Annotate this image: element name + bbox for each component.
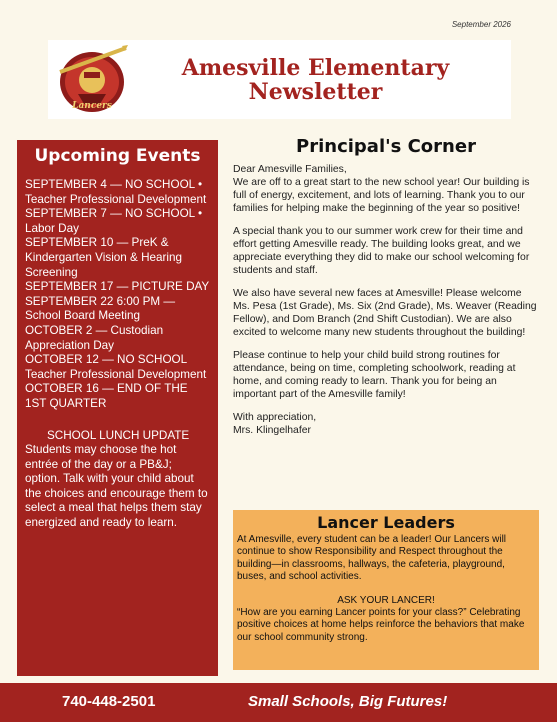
- events-list: [25, 178, 210, 412]
- newsletter-header: [48, 40, 511, 119]
- school-slogan: Small Schools, Big Futures!: [248, 693, 448, 710]
- lunch-update: [25, 429, 210, 531]
- lunch-update-text: Students may choose the hot entrée of the day or a PB&J; option. Talk with your child about the choices and encourage them to select a meal that helps them stay energized and ready to learn.: [25, 443, 208, 530]
- principals-corner: [233, 136, 539, 437]
- letter-paragraph: We are off to a great start to the new school year! Our building is full of energy, excitement, and lots of learning. Thank you to our families for helping make the beginning of the year so positive!: [233, 177, 530, 214]
- event-item: OCTOBER 2 — Custodian Appreciation Day: [25, 323, 164, 352]
- lancer-logo: [56, 42, 128, 116]
- letter-greeting: Dear Amesville Families,: [233, 164, 347, 175]
- principals-corner-heading: Principal's Corner: [296, 136, 476, 157]
- principal-letter: [233, 163, 539, 437]
- letter-paragraph: A special thank you to our summer work crew for their time and effort getting Amesville ready. The building looks great, and we appreciate everything they did to make our school welcoming for students and staff.: [233, 226, 530, 276]
- letter-paragraph: We also have several new faces at Amesville! Please welcome Ms. Pesa (1st Grade), Ms. Six (2nd Grade), Ms. Weaver (Reading Fellow), and Dom Branch (2nd Shift Custodian). We are also excited to welcome many new students throughout the building!: [233, 288, 537, 338]
- event-item: SEPTEMBER 17 — PICTURE DAY: [25, 280, 210, 294]
- event-item: OCTOBER 12 — NO SCHOOL Teacher Professional Development: [25, 353, 207, 381]
- lancer-points-text: “How are you earning Lancer points for your class?” Celebrating positive choices at home helps reinforce the behaviors that make our school community strong.: [237, 607, 525, 643]
- footer-bar: [0, 683, 557, 722]
- event-item: OCTOBER 16 — END OF THE 1ST QUARTER: [25, 382, 188, 410]
- phone-number: 740-448-2501: [62, 693, 156, 710]
- svg-text:Lancers: Lancers: [72, 101, 112, 111]
- newsletter-date: September 2026: [451, 20, 511, 29]
- letter-closing: With appreciation,: [233, 412, 317, 423]
- lancer-leaders-text: At Amesville, every student can be a leader! Our Lancers will continue to show Responsibility and Respect throughout the building—in classrooms, hallways, the cafeteria, playground, buses, and school activities.: [237, 534, 507, 583]
- event-item: SEPTEMBER 10 — PreK & Kindergarten Vision & Hearing Screening: [25, 236, 183, 279]
- title-line-1: Amesville Elementary: [181, 55, 450, 81]
- title-line-2: Newsletter: [248, 79, 383, 105]
- lunch-update-title: SCHOOL LUNCH UPDATE: [47, 428, 190, 442]
- letter-signature: Mrs. Klingelhafer: [233, 425, 311, 436]
- event-item: SEPTEMBER 7 — NO SCHOOL • Labor Day: [25, 207, 203, 235]
- upcoming-events-panel: [17, 140, 218, 676]
- event-item: SEPTEMBER 4 — NO SCHOOL • Teacher Professional Development: [25, 178, 207, 206]
- ask-your-lancer: ASK YOUR LANCER!: [337, 594, 435, 606]
- letter-paragraph: Please continue to help your child build strong routines for attendance, being on time, completing schoolwork, reading at home, and coming ready to learn. Thank you for being an important part of the Amesville family!: [233, 350, 516, 400]
- event-item: SEPTEMBER 22 6:00 PM — School Board Meeting: [25, 294, 176, 323]
- lancer-leaders-heading: Lancer Leaders: [317, 513, 455, 532]
- newsletter-title: [143, 56, 488, 104]
- lancer-leaders-box: [233, 510, 539, 670]
- upcoming-events-heading: Upcoming Events: [34, 146, 201, 166]
